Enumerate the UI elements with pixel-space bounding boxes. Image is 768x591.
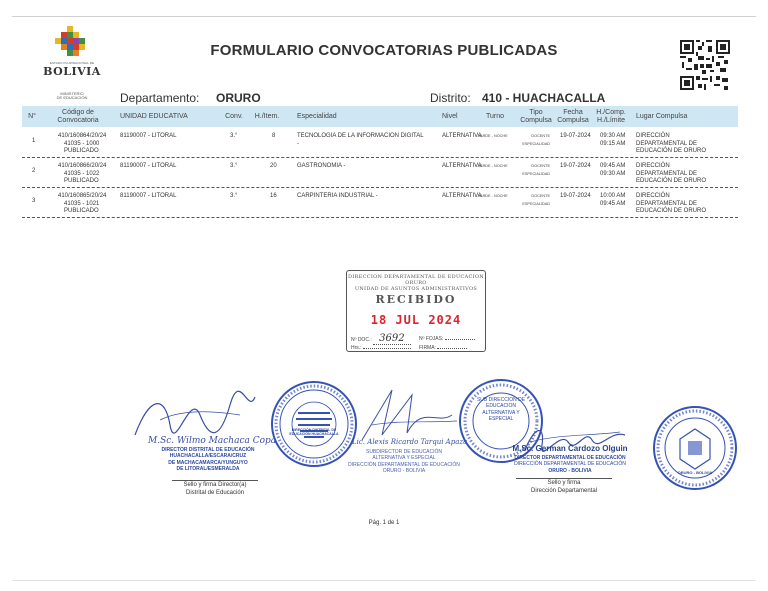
departmental-seal-text: ORURO - BOLIVIA	[677, 470, 713, 475]
row-number: 2	[32, 168, 36, 174]
row-level: ALTERNATIVA	[442, 193, 482, 199]
row-type-2: ESPECIALIDAD	[522, 171, 550, 176]
row-times	[600, 163, 625, 178]
left-signature-line	[172, 480, 258, 481]
row-specialty	[297, 163, 345, 171]
department-label: Departamento:	[120, 91, 200, 105]
row-type-2: ESPECIALIDAD	[522, 141, 550, 146]
row-code-2: 41035 - 1022	[64, 170, 100, 177]
row-shift: TARDE - NOCHE	[478, 194, 508, 198]
received-stamp	[346, 270, 486, 352]
ministry-label: MINISTERIO DE EDUCACIÓN	[56, 91, 88, 101]
mid-title-2: ALTERNATIVA Y ESPECIAL	[372, 455, 436, 462]
stamp-hrs	[351, 345, 411, 351]
row-times	[600, 133, 625, 148]
row-specialty-1: TECNOLOGIA DE LA INFORMACION DIGITAL	[297, 133, 424, 139]
stamp-doc-value: 3692	[373, 333, 410, 345]
col-place: Lugar Compulsa	[636, 112, 688, 120]
col-type: Tipo Compulsa	[520, 109, 552, 124]
row-time-1: 09:30 AM	[600, 133, 626, 139]
row-divider	[22, 217, 738, 218]
row-place-2: DEPARTAMENTAL DE	[636, 170, 698, 177]
right-title-1: DIRECTOR DEPARTAMENTAL DE EDUCACIÓN	[514, 455, 626, 461]
row-code	[58, 133, 106, 156]
mid-title-3: DIRECCIÓN DEPARTAMENTAL DE EDUCACIÓN	[348, 461, 460, 468]
row-conv: 3.°	[230, 193, 238, 199]
table-row	[22, 188, 738, 218]
left-title-3: DE MACHACAMARCA/YUNGUYO	[168, 459, 248, 466]
col-hours: H./Item.	[254, 112, 280, 120]
page-number: Pág. 1 de 1	[368, 520, 400, 526]
col-number: N°	[28, 112, 36, 120]
qr-code-icon	[680, 40, 730, 90]
row-place	[636, 133, 706, 156]
row-specialty-1: GASTRONOMIA -	[297, 163, 346, 169]
row-code-1: 410/160864/20/24	[58, 133, 107, 139]
right-signature-caption	[508, 480, 620, 496]
row-number: 3	[32, 198, 36, 204]
row-place-3: EDUCACIÓN DE ORURO	[636, 178, 707, 184]
row-place-3: EDUCACIÓN DE ORURO	[636, 208, 707, 214]
row-place-1: DIRECCIÓN	[636, 133, 670, 139]
row-code-2: 41035 - 1000	[64, 140, 100, 147]
left-title-1: DIRECTOR DISTRITAL DE EDUCACIÓN	[161, 447, 255, 453]
row-code	[58, 163, 106, 186]
left-caption-1: Sello y firma Director(a)	[183, 482, 247, 488]
row-place-2: DEPARTAMENTAL DE	[636, 200, 698, 207]
row-level: ALTERNATIVA	[442, 163, 482, 169]
stamp-line-1: DIRECCION DEPARTAMENTAL DE EDUCACION ORURO	[348, 274, 484, 286]
right-official-title	[508, 455, 632, 474]
department-value: ORURO	[216, 91, 261, 105]
row-unit: 81190007 - LITORAL	[120, 193, 177, 199]
stamp-firma	[419, 345, 467, 351]
right-caption-1: Sello y firma	[547, 480, 581, 486]
row-date: 19-07-2024	[560, 133, 591, 139]
row-type-1: DOCENTE	[531, 134, 550, 138]
row-place-1: DIRECCIÓN	[636, 193, 670, 199]
stamp-doc	[351, 333, 411, 344]
row-hours: 16	[270, 193, 277, 199]
top-border	[12, 16, 756, 17]
left-title-2: HUACHACALLA/ESCARA/CRUZ	[169, 453, 247, 460]
departmental-seal-icon	[652, 405, 738, 491]
bottom-border	[12, 580, 756, 581]
right-caption-2: Dirección Departamental	[530, 487, 598, 494]
stamp-pages	[419, 336, 475, 342]
row-level: ALTERNATIVA	[442, 133, 482, 139]
row-code-1: 410/160866/20/24	[58, 163, 107, 169]
district-value: 410 - HUACHACALLA	[482, 91, 606, 105]
stamp-firma-label: FIRMA:	[419, 345, 436, 351]
left-official-title	[138, 447, 278, 472]
district-seal-text: DIRECCIÓN DISTRITAL DE EDUCACIÓN HUACHACALLA	[289, 428, 339, 437]
row-time-1: 10:00 AM	[600, 193, 626, 199]
row-shift: TARDE - NOCHE	[478, 164, 508, 168]
right-signature-icon	[520, 420, 630, 460]
row-times	[600, 193, 625, 208]
row-status: PUBLICADO	[64, 148, 99, 154]
col-specialty: Especialidad	[297, 112, 337, 120]
col-code: Código de Convocatoria	[57, 109, 99, 124]
row-place-2: DEPARTAMENTAL DE	[636, 140, 698, 147]
left-signature-caption	[160, 482, 270, 498]
mid-title-1: SUBDIRECTOR DE EDUCACIÓN	[365, 449, 443, 455]
row-time-2: 09:15 AM	[600, 140, 626, 147]
logo-name: BOLIVIA	[43, 65, 101, 78]
row-place	[636, 163, 706, 186]
middle-signature-icon	[352, 385, 462, 445]
stamp-doc-label: Nº DOC.:	[351, 337, 372, 343]
row-type	[512, 134, 550, 146]
row-type-2: ESPECIALIDAD	[522, 201, 550, 206]
col-level: Nivel	[442, 112, 458, 120]
left-caption-2: Distrital de Educación	[185, 489, 245, 496]
row-type	[512, 164, 550, 176]
left-handwritten-name: M.Sc. Wilmo Machaca Copa	[148, 436, 277, 446]
stamp-line-3: RECIBIDO	[375, 293, 457, 306]
row-place-1: DIRECCIÓN	[636, 163, 670, 169]
row-specialty-2: -	[297, 140, 299, 147]
row-status: PUBLICADO	[64, 208, 99, 214]
subdirection-seal-text: SUB DIRECCION DE EDUCACION ALTERNATIVA Y ESPECIAL	[476, 397, 526, 422]
row-conv: 3.°	[230, 163, 238, 169]
row-code-1: 410/160865/20/24	[58, 193, 107, 199]
col-conv: Conv.	[225, 112, 243, 120]
row-hours: 8	[272, 133, 276, 139]
row-code	[58, 193, 106, 216]
middle-official-title	[336, 449, 472, 474]
row-hours: 20	[270, 163, 277, 169]
row-date: 19-07-2024	[560, 193, 591, 199]
row-time-2: 09:30 AM	[600, 170, 626, 177]
row-conv: 3.°	[230, 133, 238, 139]
row-specialty-1: CARPINTERIA INDUSTRIAL -	[297, 193, 378, 199]
stamp-line-2: UNIDAD DE ASUNTOS ADMINISTRATIVOS	[354, 286, 478, 292]
table-header	[22, 106, 738, 127]
row-place	[636, 193, 706, 216]
table-row	[22, 128, 738, 158]
row-specialty	[297, 133, 424, 148]
row-code-2: 41035 - 1021	[64, 200, 100, 207]
right-title-2: DIRECCIÓN DEPARTAMENTAL DE EDUCACIÓN	[514, 461, 626, 468]
row-unit: 81190007 - LITORAL	[120, 163, 177, 169]
stamp-date: 18 JUL 2024	[370, 313, 462, 327]
stamp-pages-label: Nº FOJAS:	[419, 336, 444, 342]
right-signature-line	[516, 478, 612, 479]
row-specialty	[297, 193, 378, 201]
row-type-1: DOCENTE	[531, 194, 550, 198]
row-date: 19-07-2024	[560, 163, 591, 169]
district-label: Distrito:	[430, 91, 471, 105]
page-title: FORMULARIO CONVOCATORIAS PUBLICADAS	[210, 42, 558, 59]
row-number: 1	[32, 138, 36, 144]
row-type-1: DOCENTE	[531, 164, 550, 168]
col-shift: Turno	[486, 112, 505, 120]
col-date: Fecha Compulsa	[557, 109, 589, 124]
middle-handwritten-name: Lic. Alexis Ricardo Tarqui Apaza	[352, 438, 468, 446]
logo-caption: ESTADO PLURINACIONAL DE	[49, 61, 95, 65]
row-time-1: 09:45 AM	[600, 163, 626, 169]
row-shift: TARDE - NOCHE	[478, 134, 508, 138]
row-place-3: EDUCACIÓN DE ORURO	[636, 148, 707, 154]
row-type	[512, 194, 550, 206]
row-status: PUBLICADO	[64, 178, 99, 184]
mid-title-4: ORURO - BOLIVIA	[382, 467, 426, 474]
left-title-4: DE LITORAL/ESMERALDA	[176, 465, 240, 472]
row-time-2: 09:45 AM	[600, 200, 626, 207]
right-title-3: ORURO - BOLIVIA	[548, 467, 592, 474]
col-unit: UNIDAD EDUCATIVA	[120, 112, 188, 120]
col-times: H./Comp. H./Límite	[596, 109, 626, 124]
table-row	[22, 158, 738, 188]
row-unit: 81190007 - LITORAL	[120, 133, 177, 139]
stamp-hrs-label: Hrs.:	[351, 345, 362, 351]
right-handwritten-name: M.Sc. German Cardozo Olguin	[512, 444, 628, 453]
